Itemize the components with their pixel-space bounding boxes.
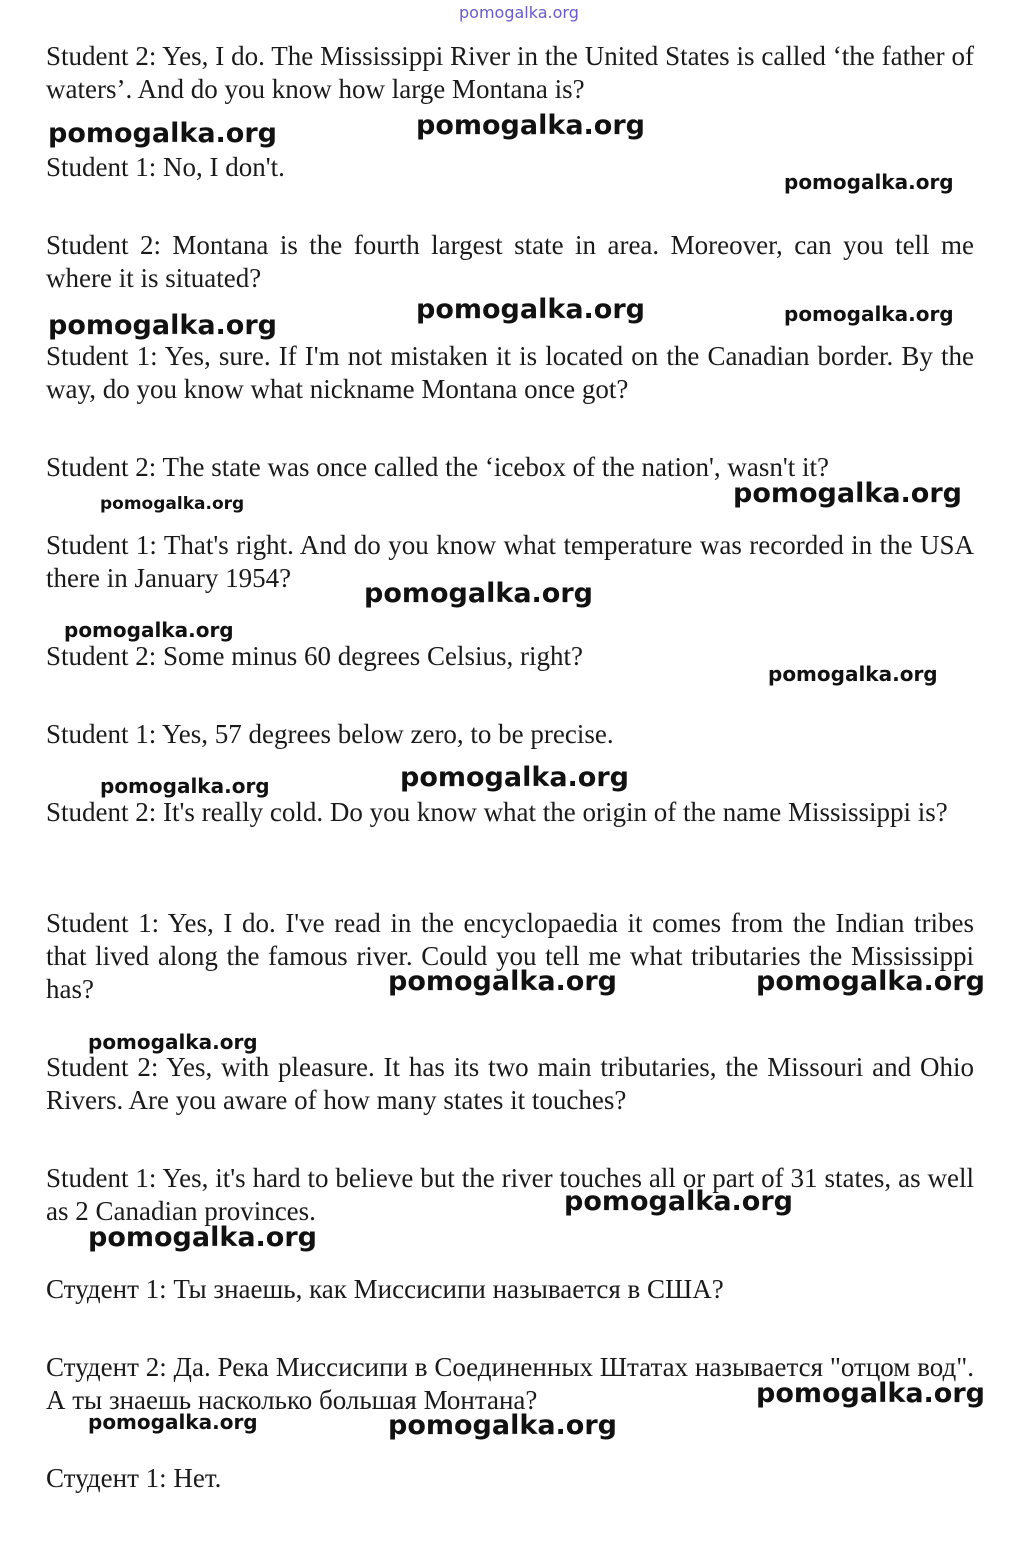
watermark: pomogalka.org bbox=[48, 118, 277, 149]
dialogue-line: Student 1: Yes, sure. If I'm not mistaken it is located on the Canadian border. By the way, do you know what nickname Montana once got? bbox=[46, 341, 974, 404]
watermark: pomogalka.org bbox=[784, 170, 954, 194]
watermark: pomogalka.org bbox=[388, 966, 617, 997]
dialogue-line: Student 1: Yes, it's hard to believe but the river touches all or part of 31 states, as well as 2 Canadian provinces. bbox=[46, 1163, 974, 1226]
watermark: pomogalka.org bbox=[364, 578, 593, 609]
watermark: pomogalka.org bbox=[88, 1222, 317, 1253]
dialogue-line: Студент 1: Нет. bbox=[46, 1463, 222, 1493]
dialogue-line: Student 1: No, I don't. bbox=[46, 152, 285, 182]
dialogue-line: Студент 1: Ты знаешь, как Миссисипи называется в США? bbox=[46, 1274, 724, 1304]
dialogue-line: Student 2: Some minus 60 degrees Celsius, right? bbox=[46, 641, 583, 671]
watermark: pomogalka.org bbox=[88, 1410, 258, 1434]
watermark: pomogalka.org bbox=[564, 1186, 793, 1217]
dialogue-line: Student 2: Montana is the fourth largest state in area. Moreover, can you tell me where it is situated? bbox=[46, 230, 974, 293]
dialogue-line: Student 2: Yes, with pleasure. It has its two main tributaries, the Missouri and Ohio Rivers. Are you aware of how many states it touches? bbox=[46, 1052, 974, 1115]
dialogue-line: Student 2: The state was once called the ‘icebox of the nation', wasn't it? bbox=[46, 452, 829, 482]
watermark: pomogalka.org bbox=[100, 494, 245, 514]
watermark: pomogalka.org bbox=[48, 310, 277, 341]
dialogue-line: Student 2: Yes, I do. The Mississippi River in the United States is called ‘the father of waters’. And do you know how large Montana is? bbox=[46, 41, 974, 104]
watermark: pomogalka.org bbox=[733, 478, 962, 509]
watermark: pomogalka.org bbox=[400, 762, 629, 793]
watermark: pomogalka.org bbox=[416, 294, 645, 325]
dialogue-line: Student 1: That's right. And do you know what temperature was recorded in the USA there in January 1954? bbox=[46, 530, 974, 593]
watermark: pomogalka.org bbox=[784, 302, 954, 326]
header-site-link[interactable]: pomogalka.org bbox=[459, 3, 579, 22]
watermark: pomogalka.org bbox=[756, 966, 985, 997]
watermark: pomogalka.org bbox=[64, 618, 234, 642]
watermark: pomogalka.org bbox=[388, 1410, 617, 1441]
watermark: pomogalka.org bbox=[88, 1030, 258, 1054]
watermark: pomogalka.org bbox=[768, 662, 938, 686]
dialogue-line: Student 1: Yes, 57 degrees below zero, to be precise. bbox=[46, 719, 614, 749]
watermark: pomogalka.org bbox=[756, 1378, 985, 1409]
dialogue-line: Student 1: Yes, I do. I've read in the encyclopaedia it comes from the Indian tribes that lived along the famous river. Could you tell me what tributaries the Mississippi has? bbox=[46, 908, 974, 1004]
dialogue-line: Student 2: It's really cold. Do you know what the origin of the name Mississippi is? bbox=[46, 797, 948, 827]
dialogue-line: Студент 2: Да. Река Миссисипи в Соединенных Штатах называется "отцом вод". А ты знаешь насколько большая Монтана? bbox=[46, 1352, 974, 1415]
watermark: pomogalka.org bbox=[100, 774, 270, 798]
watermark: pomogalka.org bbox=[416, 110, 645, 141]
